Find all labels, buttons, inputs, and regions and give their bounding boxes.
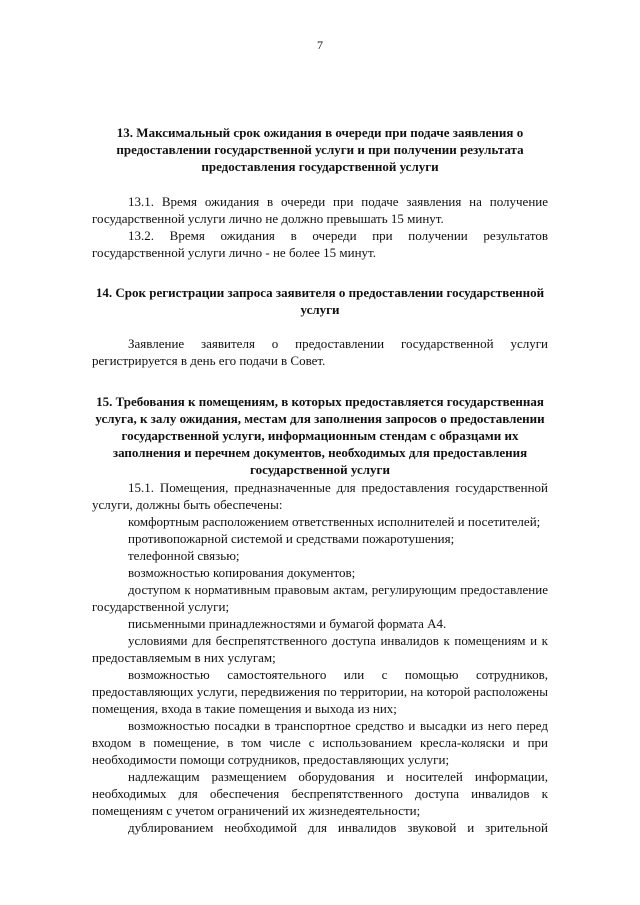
paragraph-line: 13.1. Время ожидания в очереди при подаче заявления на получение bbox=[128, 194, 548, 209]
paragraph-line: надлежащим размещением оборудования и носителей информации, bbox=[128, 769, 548, 784]
page-number: 7 bbox=[317, 38, 323, 52]
paragraph-line: государственной услуги; bbox=[92, 599, 230, 614]
heading-line: предоставления государственной услуги bbox=[201, 159, 439, 174]
paragraph-line: 13.2. Время ожидания в очереди при получении результатов bbox=[128, 228, 548, 243]
paragraph-line: условиями для беспрепятственного доступа инвалидов к помещениям и к bbox=[128, 633, 548, 648]
paragraph-line: дублированием необходимой для инвалидов звуковой и зрительной bbox=[128, 820, 548, 835]
paragraph-line: предоставляемым в них услугам; bbox=[92, 650, 276, 665]
heading-line: услуга, к залу ожидания, местам для заполнения запросов о предоставлении bbox=[95, 411, 545, 426]
paragraph-line: входом в помещение, в том числе с использованием кресла-коляски и при bbox=[92, 735, 548, 750]
paragraph-line: Заявление заявителя о предоставлении государственной услуги bbox=[128, 336, 548, 351]
paragraph-line: комфортным расположением ответственных исполнителей и посетителей; bbox=[128, 514, 541, 529]
section-15-heading bbox=[92, 393, 548, 478]
paragraph-line: государственной услуги лично не должно превышать 15 минут. bbox=[92, 211, 444, 226]
paragraph-line: телефонной связью; bbox=[128, 548, 240, 563]
paragraph-line: противопожарной системой и средствами пожаротушения; bbox=[128, 531, 455, 546]
paragraph-line: письменными принадлежностями и бумагой формата А4. bbox=[128, 616, 447, 631]
paragraph-line: доступом к нормативным правовым актам, регулирующим предоставление bbox=[128, 582, 548, 597]
paragraph-line: необходимых для обеспечения беспрепятственного доступа инвалидов к bbox=[92, 786, 548, 801]
heading-line: 14. Срок регистрации запроса заявителя о предоставлении государственной bbox=[95, 285, 545, 300]
paragraph-line: 15.1. Помещения, предназначенные для предоставления государственной bbox=[128, 480, 548, 495]
paragraph-line: помещения, входа в такие помещения и выхода из них; bbox=[92, 701, 397, 716]
paragraph-line: государственной услуги лично - не более 15 минут. bbox=[92, 245, 377, 260]
heading-line: заполнения и перечнем документов, необходимых для предоставления bbox=[112, 445, 528, 460]
paragraph-line: возможностью копирования документов; bbox=[128, 565, 356, 580]
paragraph-line: необходимости помощи сотрудников, предоставляющих услуги; bbox=[92, 752, 450, 767]
paragraph-line: регистрируется в день его подачи в Совет. bbox=[92, 353, 326, 368]
section-14-heading bbox=[92, 284, 548, 318]
heading-line: услуги bbox=[300, 302, 340, 317]
heading-line: 13. Максимальный срок ожидания в очереди при подаче заявления о bbox=[116, 125, 524, 140]
heading-line: государственной услуги, информационным стендам с образцами их bbox=[121, 428, 519, 443]
paragraph-line: услуги, должны быть обеспечены: bbox=[92, 497, 283, 512]
heading-line: предоставлении государственной услуги и при получении результата bbox=[116, 142, 524, 157]
paragraph-line: предоставляющих услуги, передвижения по территории, на которой расположены bbox=[92, 684, 548, 699]
paragraph-line: возможностью самостоятельного или с помощью сотрудников, bbox=[128, 667, 548, 682]
heading-line: государственной услуги bbox=[250, 462, 390, 477]
heading-line: 15. Требования к помещениям, в которых предоставляется государственная bbox=[96, 394, 544, 409]
paragraph-line: возможностью посадки в транспортное средство и высадки из него перед bbox=[128, 718, 548, 733]
paragraph-line: помещениям с учетом ограничений их жизнедеятельности; bbox=[92, 803, 421, 818]
section-13-heading bbox=[92, 124, 548, 175]
